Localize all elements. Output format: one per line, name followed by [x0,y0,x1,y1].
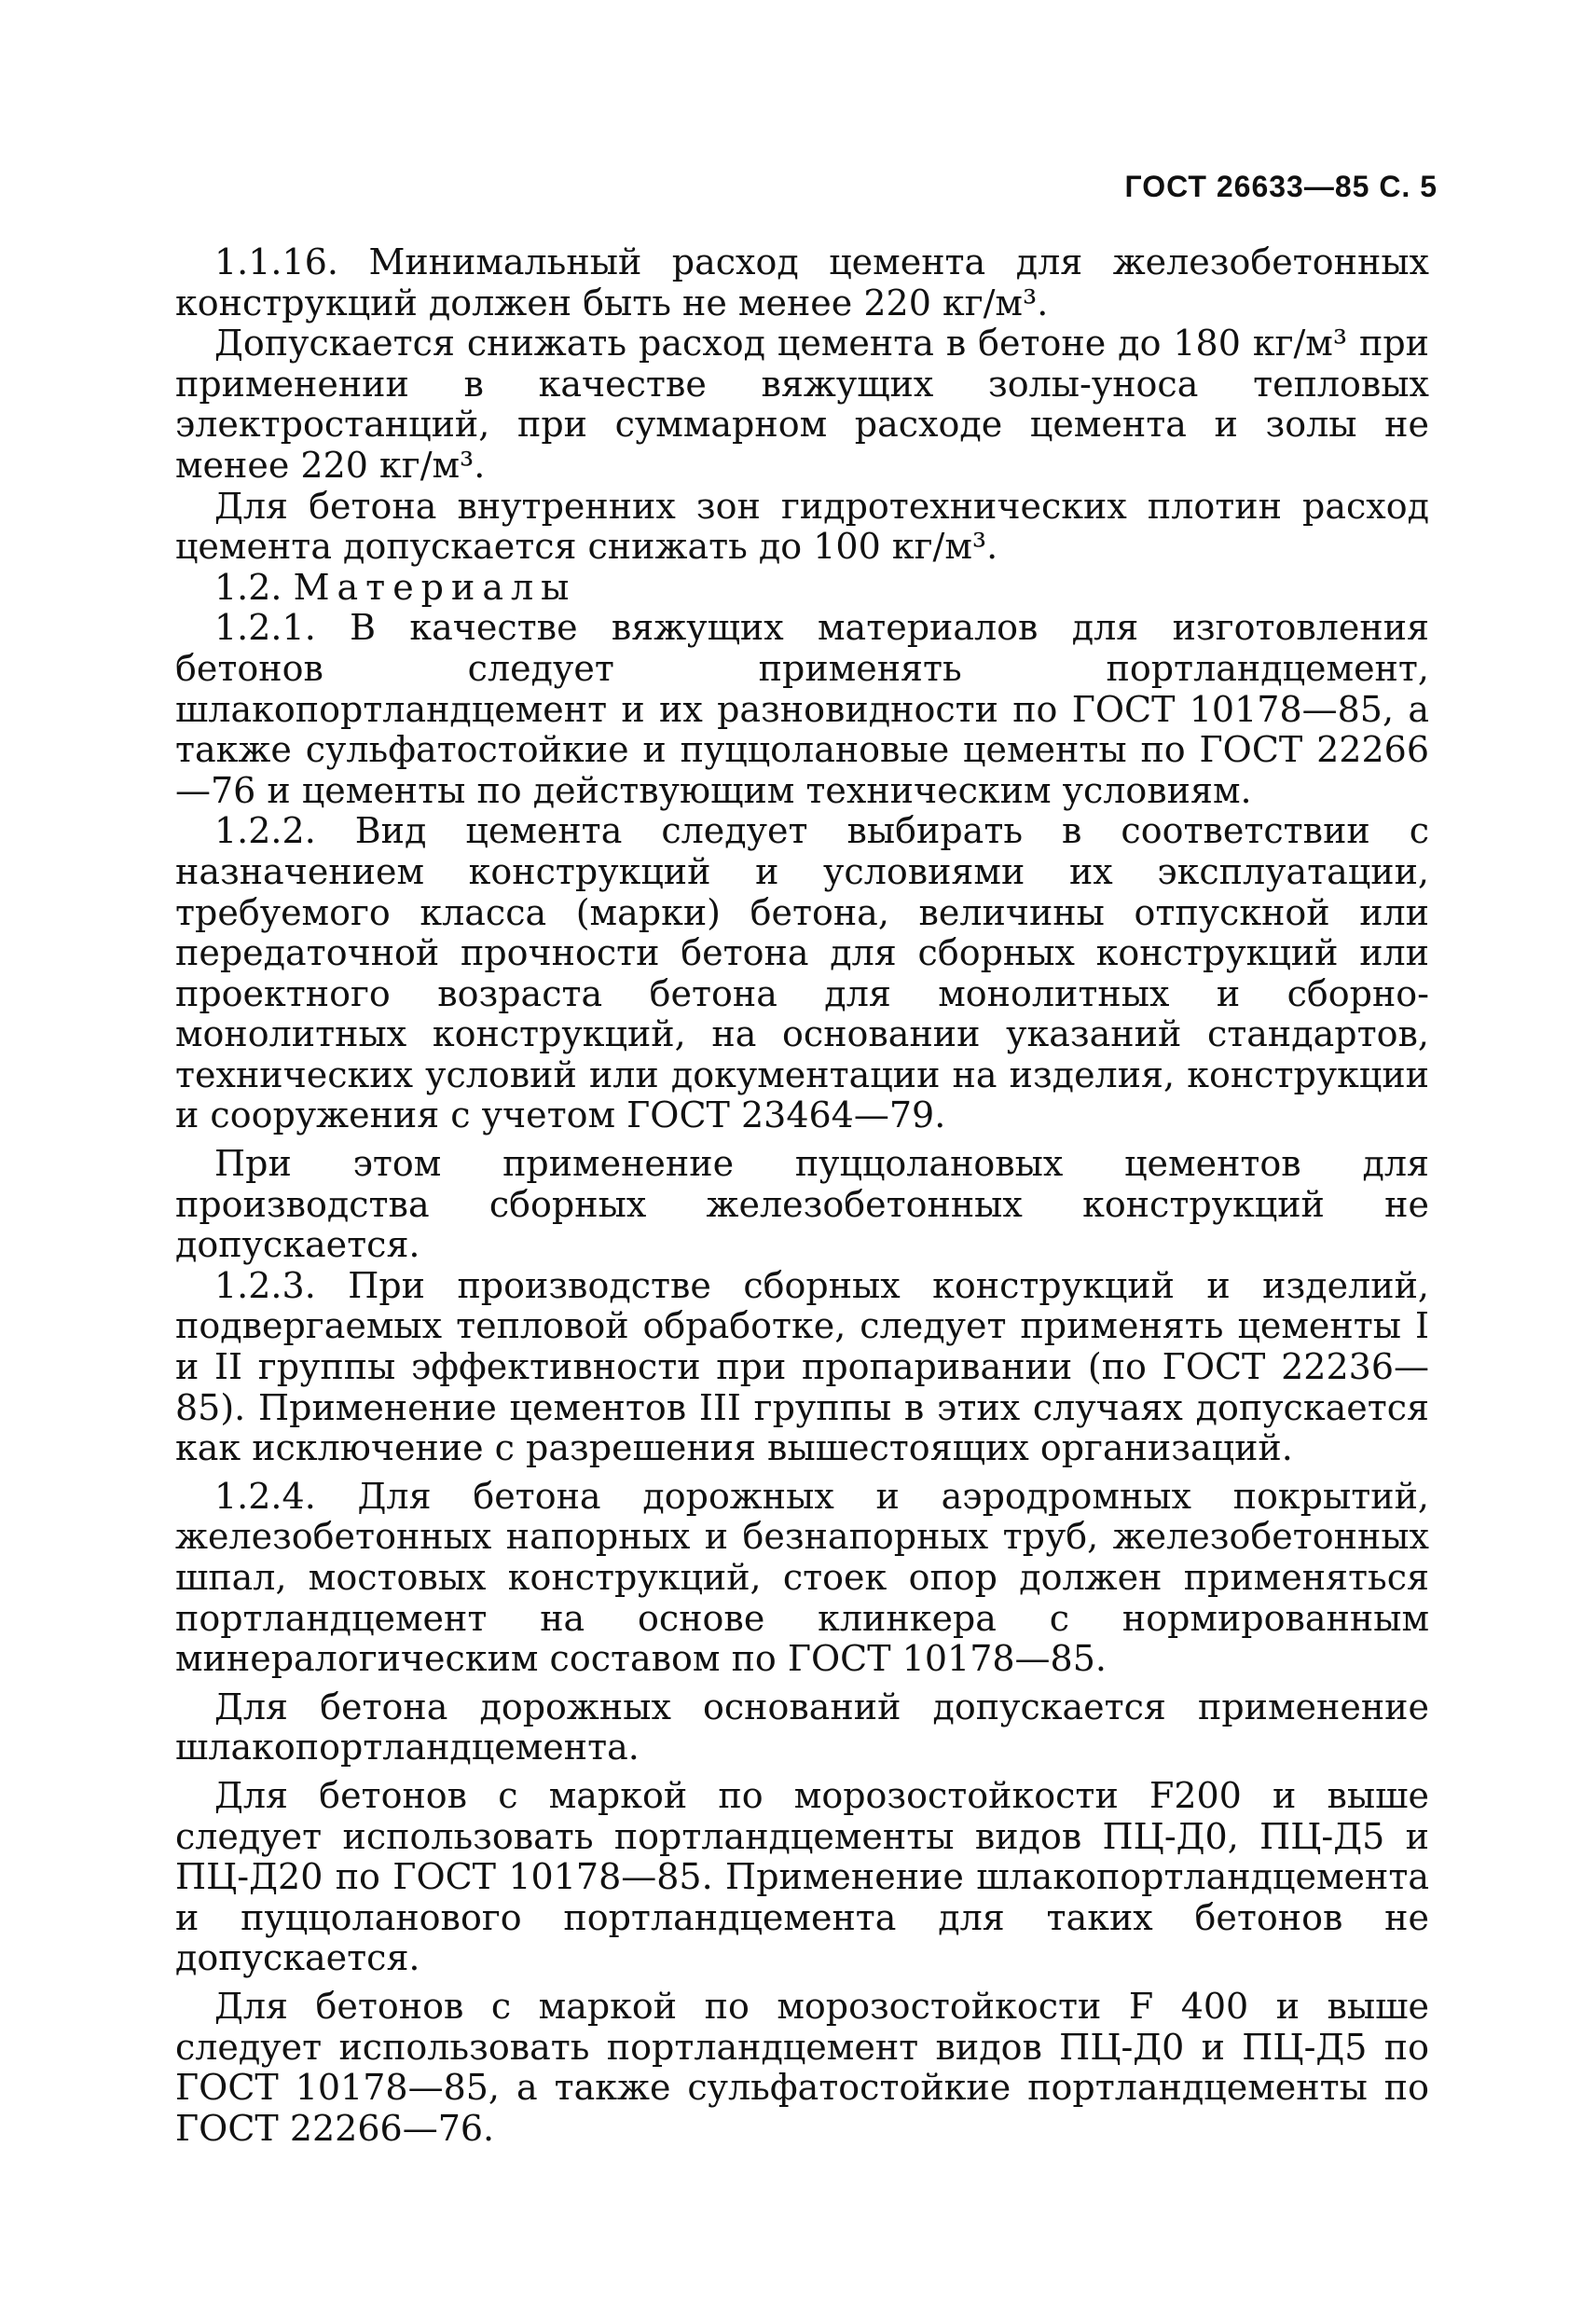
paragraph-1-2-3: 1.2.3. При производстве сборных конструкций и изделий, подвергаемых тепловой обработке, следует применять цементы I и II группы эффективности при пропаривании (по ГОСТ 22236—85). Применение цементов III группы в этих случаях допускается как исключение с разрешения вышестоящих организаций. [175,1264,1429,1469]
paragraph-f400: Для бетонов с маркой по морозостойкости F 400 и выше следует использовать портландцемент видов ПЦ-Д0 и ПЦ-Д5 по ГОСТ 10178—85, а также сульфатостойкие портландцементы по ГОСТ 22266—76. [175,1985,1429,2149]
section-heading-materials [175,568,1429,609]
section-title: Материалы [293,566,577,608]
paragraph-1-2-2: 1.2.2. Вид цемента следует выбирать в соответствии с назначением конструкций и условиями их эксплуатации, требуемого класса (марки) бетона, величины отпускной или передаточной прочности бетона для сборных конструкций или проектного возраста бетона для монолитных и сборно-монолитных конструкций, на основании указаний стандартов, технических условий или документации на изделия, конструкции и сооружения с учетом ГОСТ 23464—79. [175,810,1429,1136]
page-header: ГОСТ 26633—85 С. 5 [1124,170,1438,203]
paragraph-pozzolanic-restriction: При этом применение пуццолановых цементов для производства сборных железобетонных конструкций не допускается. [175,1143,1429,1266]
paragraph-1-2-1: 1.2.1. В качестве вяжущих материалов для изготовления бетонов следует применять портландцемент, шлакопортландцемент и их разновидности по ГОСТ 10178—85, а также сульфатостойкие и пуццолановые цементы по ГОСТ 22266—76 и цементы по действующим техническим условиям. [175,607,1429,811]
paragraph-1-1-16: 1.1.16. Минимальный расход цемента для железобетонных конструкций должен быть не менее 220 кг/м³. [175,241,1429,323]
section-number: 1.2. [214,566,282,608]
paragraph-cement-reduction: Допускается снижать расход цемента в бетоне до 180 кг/м³ при применении в качестве вяжущих золы-уноса тепловых электростанций, при суммарном расходе цемента и золы не менее 220 кг/м³. [175,323,1429,486]
paragraph-1-2-4: 1.2.4. Для бетона дорожных и аэродромных покрытий, железобетонных напорных и безнапорных труб, железобетонных шпал, мостовых конструкций, стоек опор должен применяться портландцемент на основе клинкера с нормированным минералогическим составом по ГОСТ 10178—85. [175,1475,1429,1680]
paragraph-hydro-dams: Для бетона внутренних зон гидротехнических плотин расход цемента допускается снижать до 100 кг/м³. [175,485,1429,568]
document-body [175,242,1429,2149]
paragraph-f200: Для бетонов с маркой по морозостойкости F200 и выше следует использовать портландцементы видов ПЦ-Д0, ПЦ-Д5 и ПЦ-Д20 по ГОСТ 10178—85. Применение шлакопортландцемента и пуццоланового портландцемента для таких бетонов не допускается. [175,1774,1429,1979]
paragraph-road-bases: Для бетона дорожных оснований допускается применение шлакопортландцемента. [175,1686,1429,1768]
